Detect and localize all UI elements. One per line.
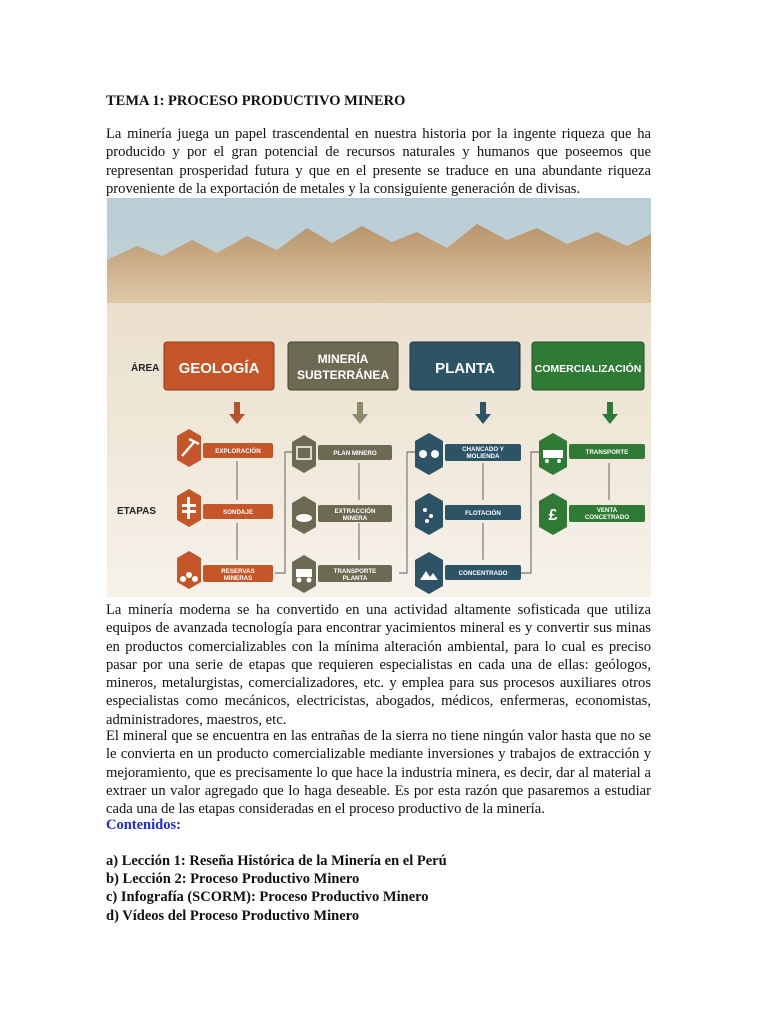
- paragraph-mineral-value: El mineral que se encuentra en las entrañas de la sierra no tiene ningún valor hasta que no se le convierta en un producto comercializable mediante inversiones y trabajos de extracción y mejoramiento, que es precisamente lo que hace la industria minera, es decir, dar al material a extraer un valor agregado que lo haga deseable. Es por esta razón que pasaremos a estudiar cada una de las etapas consideradas en el proceso productivo de la minería.: [106, 728, 651, 818]
- stage-transporte: TRANSPORTE: [585, 449, 629, 456]
- document-title: TEMA 1: PROCESO PRODUCTIVO MINERO: [106, 93, 406, 109]
- stage-group-mineria: [292, 435, 392, 593]
- area-geologia: [164, 342, 274, 390]
- stage-extraccion-2: MINERA: [342, 515, 368, 522]
- row-label-area: ÁREA: [131, 363, 160, 374]
- area-geologia-label: GEOLOGÍA: [178, 360, 260, 377]
- contents-heading: Contenidos:: [106, 817, 181, 833]
- concentrate-icon: [415, 552, 443, 594]
- lesson-item[interactable]: b) Lección 2: Proceso Productivo Minero: [106, 871, 360, 888]
- area-mineria-subterranea: [288, 342, 398, 390]
- stage-sondaje: SONDAJE: [223, 509, 253, 516]
- ore-pile-icon: [177, 551, 201, 589]
- intro-paragraph: La minería juega un papel trascendental en nuestra historia por la ingente riqueza que ha producido y por el gran potencial de recursos naturales y humanos que poseemos que representan prosperidad futura y que en el presente se traduce en una abundante riqueza proveniente de la exportación de metales y la consiguiente generación de divisas.: [106, 126, 651, 197]
- stage-venta-1: VENTA: [596, 507, 618, 514]
- mining-process-infographic: [107, 198, 651, 597]
- lesson-item[interactable]: c) Infografía (SCORM): Proceso Productivo Minero: [106, 889, 429, 906]
- stage-exploracion: EXPLORACIÓN: [215, 448, 261, 455]
- stage-extraccion-1: EXTRACCIÓN: [334, 508, 376, 515]
- stage-flotacion: FLOTACIÓN: [465, 510, 501, 517]
- lessons-list: [106, 852, 447, 925]
- stage-reservas-1: RESERVAS: [221, 568, 255, 575]
- stage-plan-minero: PLAN MINERO: [333, 450, 377, 457]
- stage-group-planta: [415, 433, 521, 594]
- stage-venta-2: CONCETRADO: [584, 514, 630, 521]
- stage-transporte-planta-1: TRANSPORTE: [333, 568, 377, 575]
- stage-reservas-2: MINERAS: [223, 575, 253, 582]
- stage-chancado-2: MOLIENDA: [466, 453, 500, 460]
- row-label-stages: ETAPAS: [117, 506, 157, 517]
- area-planta-label: PLANTA: [435, 360, 495, 377]
- area-comercializacion: [532, 342, 644, 390]
- stage-concentrado: CONCENTRADO: [458, 570, 508, 577]
- stage-transporte-planta-2: PLANTA: [342, 575, 368, 582]
- svg-text:£: £: [548, 507, 558, 524]
- lesson-item[interactable]: d) Vídeos del Proceso Productivo Minero: [106, 907, 360, 924]
- area-planta: [410, 342, 520, 390]
- area-mineria-label-2: SUBTERRÁNEA: [296, 368, 390, 382]
- stage-chancado-1: CHANCADO Y: [462, 446, 504, 453]
- stage-group-geologia: [177, 429, 273, 589]
- plan-icon: [292, 435, 316, 473]
- area-comercializacion-label: COMERCIALIZACIÓN: [534, 363, 642, 375]
- flotation-icon: [415, 493, 443, 535]
- paragraph-modern-mining: La minería moderna se ha convertido en una actividad altamente sofisticada que utiliza equipos de avanzada tecnología para encontrar yacimientos mineral es y convertir sus minas en productos comercializables con la mínima alteración ambiental, para lo cual es preciso pasar por una serie de etapas que requieren especialistas en cada una de ellas: geólogos, mineros, metalurgistas, comercializadores, etc. y emplea para sus procesos auxiliares otros especialistas como mecánicos, electricistas, abogados, médicos, enfermeras, economistas, administradores, maestros, etc.: [106, 602, 651, 728]
- lesson-item[interactable]: a) Lección 1: Reseña Histórica de la Minería en el Perú: [106, 853, 447, 869]
- area-mineria-label-1: MINERÍA: [317, 352, 369, 366]
